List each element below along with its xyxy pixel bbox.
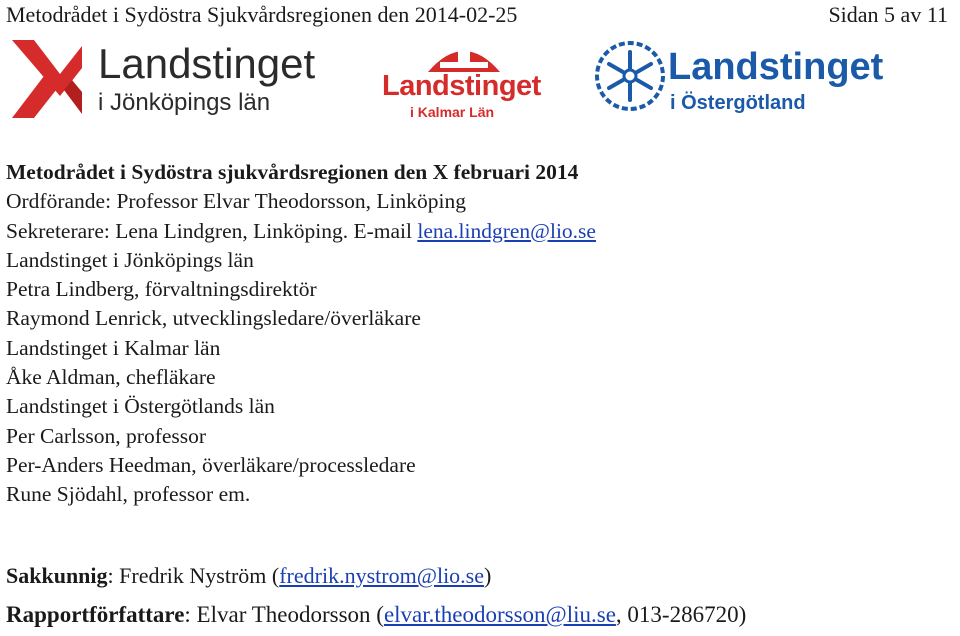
chair-line: Ordförande: Professor Elvar Theodorsson, Linköping (6, 189, 466, 214)
logo-kalmar-line2: i Kalmar Län (410, 104, 495, 120)
member-line: Landstinget i Östergötlands län (6, 394, 275, 419)
logo-landstinget-kalmar (380, 36, 550, 126)
author-text: : Elvar Theodorsson ( (184, 602, 384, 627)
logo-jonkoping-line2: i Jönköpings län (98, 89, 271, 116)
council-members (6, 158, 946, 510)
logo-landstinget-jonkoping (4, 34, 344, 124)
author-line (6, 602, 746, 628)
logo-ostergotland-line2: i Östergötland (670, 92, 806, 114)
author-email-link[interactable]: elvar.theodorsson@liu.se (383, 602, 616, 627)
secretary-label: Sekreterare: Lena Lindgren, Linköping. E-mail (6, 218, 418, 243)
snowflake-emblem-icon (594, 40, 666, 112)
member-line: Raymond Lenrick, utvecklingsledare/överläkare (6, 306, 421, 331)
header-title: Metodrådet i Sydöstra Sjukvårdsregionen den 2014-02-25 (6, 2, 518, 27)
logo-kalmar-line1: Landstinget (382, 70, 541, 102)
expert-close: ) (484, 563, 492, 588)
red-ribbon-icon (4, 34, 90, 124)
expert-line (6, 563, 491, 589)
member-line: Åke Aldman, chefläkare (6, 365, 216, 390)
author-phone: , 013-286720) (615, 602, 747, 627)
expert-email-link[interactable]: fredrik.nystrom@lio.se (279, 563, 485, 588)
secretary-line (6, 217, 946, 246)
logo-row (0, 34, 960, 126)
logo-landstinget-ostergotland (592, 34, 912, 124)
page-number: Sidan 5 av 11 (828, 2, 948, 27)
page-header (0, 0, 960, 30)
member-line: Petra Lindberg, förvaltningsdirektör (6, 277, 317, 302)
member-line: Per-Anders Heedman, överläkare/processledare (6, 452, 416, 477)
logo-ostergotland-line1: Landstinget (668, 46, 884, 88)
document-heading: Metodrådet i Sydöstra sjukvårdsregionen den X februari 2014 (6, 160, 579, 184)
member-line: Rune Sjödahl, professor em. (6, 482, 251, 507)
secretary-email-link[interactable]: lena.lindgren@lio.se (417, 218, 596, 243)
member-line: Per Carlsson, professor (6, 423, 207, 448)
expert-label: Sakkunnig (6, 563, 108, 588)
expert-text: : Fredrik Nyström ( (107, 563, 280, 588)
member-line: Landstinget i Jönköpings län (6, 247, 254, 272)
author-label: Rapportförfattare (6, 602, 185, 627)
member-line: Landstinget i Kalmar län (6, 335, 221, 360)
logo-jonkoping-line1: Landstinget (98, 40, 316, 87)
